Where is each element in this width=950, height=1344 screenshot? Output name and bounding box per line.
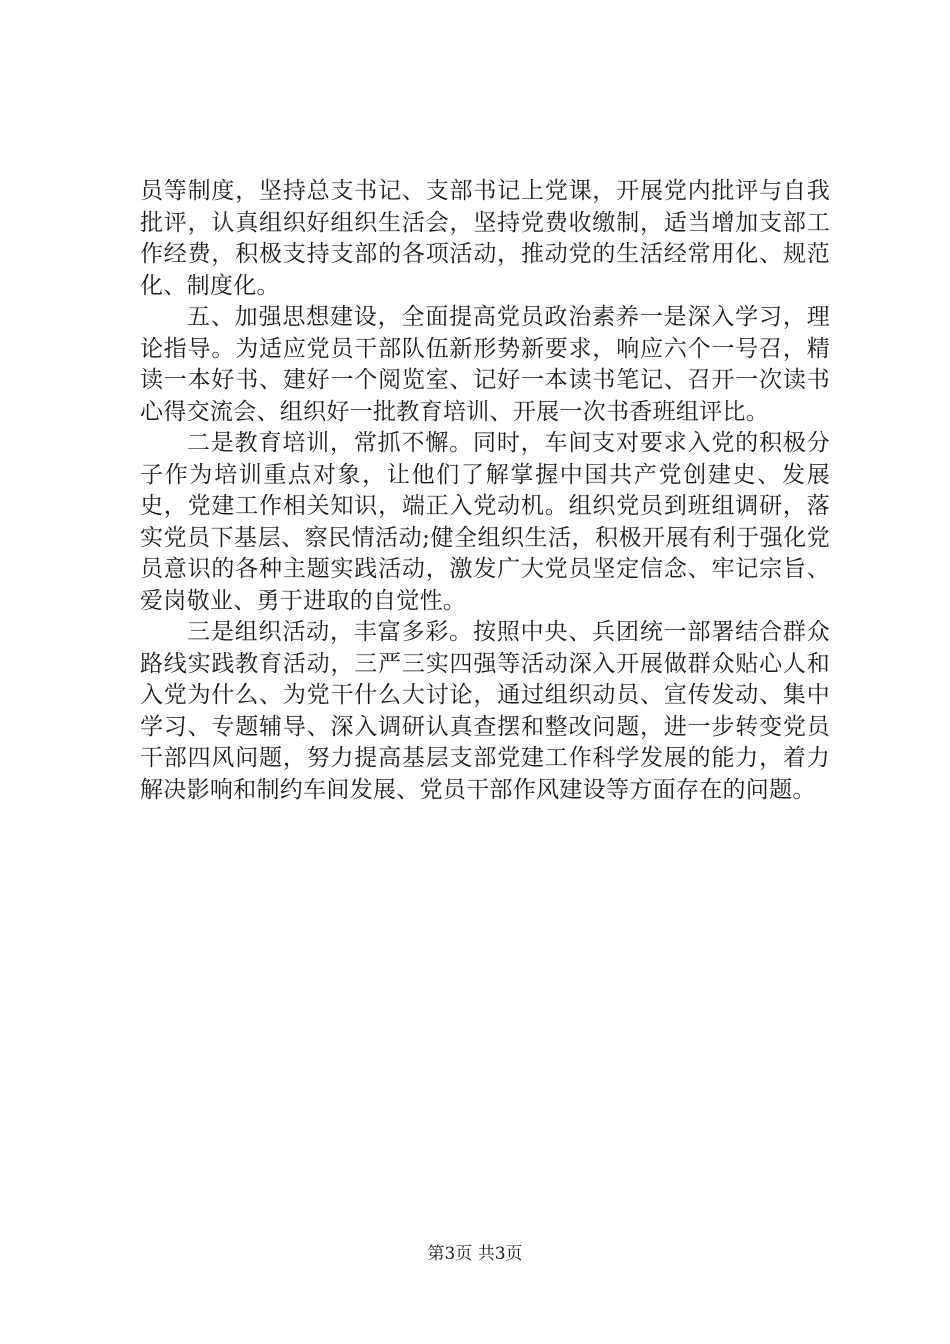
document-body (140, 176, 830, 806)
page-number-label: 第3页 共3页 (427, 1244, 523, 1264)
page-footer (0, 1243, 950, 1265)
paragraph-2: 五、加强思想建设，全面提高党员政治素养一是深入学习，理论指导。为适应党员干部队伍新形势新要求，响应六个一号召，精读一本好书、建好一个阅览室、记好一本读书笔记、召开一次读书心得交流会、组织好一批教育培训、开展一次书香班组评比。 (140, 304, 830, 425)
paragraph-1: 员等制度，坚持总支书记、支部书记上党课，开展党内批评与自我批评，认真组织好组织生活会，坚持党费收缴制，适当增加支部工作经费，积极支持支部的各项活动，推动党的生活经常用化、规范化、制度化。 (140, 178, 830, 299)
paragraph-3: 二是教育培训，常抓不懈。同时，车间支对要求入党的积极分子作为培训重点对象，让他们了解掌握中国共产党创建史、发展史，党建工作相关知识，端正入党动机。组织党员到班组调研，落实党员下基层、察民情活动;健全组织生活，积极开展有利于强化党员意识的各种主题实践活动，激发广大党员坚定信念、牢记宗旨、爱岗敬业、勇于进取的自觉性。 (140, 430, 830, 614)
paragraph-4: 三是组织活动，丰富多彩。按照中央、兵团统一部署结合群众路线实践教育活动，三严三实四强等活动深入开展做群众贴心人和入党为什么、为党干什么大讨论，通过组织动员、宣传发动、集中学习、专题辅导、深入调研认真查摆和整改问题，进一步转变党员干部四风问题，努力提高基层支部党建工作科学发展的能力，着力解决影响和制约车间发展、党员干部作风建设等方面存在的问题。 (140, 619, 830, 803)
